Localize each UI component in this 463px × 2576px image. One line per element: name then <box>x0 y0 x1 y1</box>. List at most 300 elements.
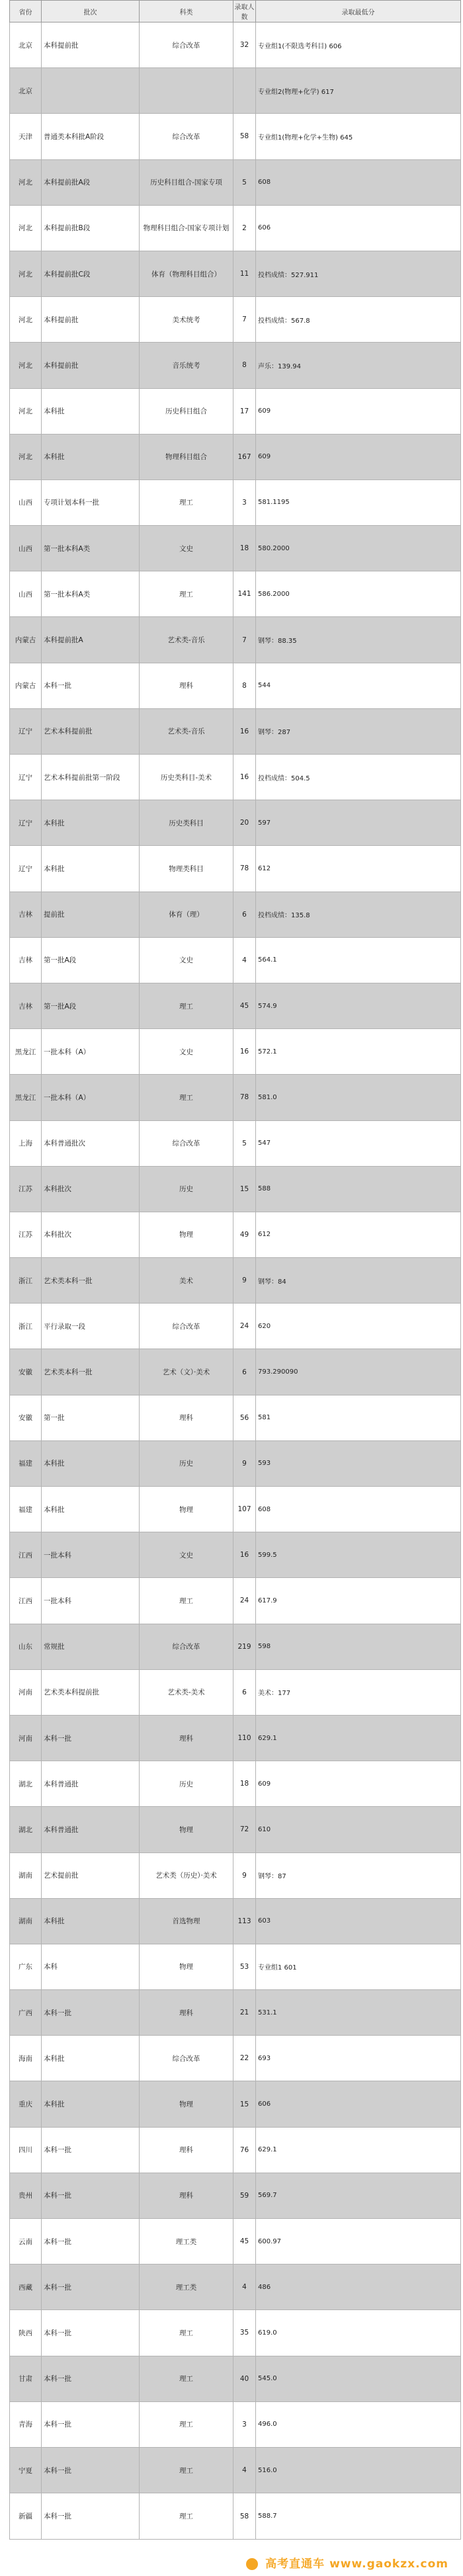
cell-batch: 艺术本科提前批第一阶段 <box>42 755 140 800</box>
cell-batch: 本科一批 <box>42 2356 140 2401</box>
cell-province: 江西 <box>10 1578 42 1624</box>
cell-plan: 20 <box>233 800 256 846</box>
cell-plan: 56 <box>233 1395 256 1440</box>
cell-batch: 普通类本科批A阶段 <box>42 114 140 159</box>
cell-province: 北京 <box>10 68 42 114</box>
cell-batch: 本科一批 <box>42 2310 140 2356</box>
cell-score: 693 <box>256 2036 461 2081</box>
cell-province: 山东 <box>10 1624 42 1669</box>
cell-subject: 理科 <box>140 1715 233 1761</box>
cell-subject: 综合改革 <box>140 1304 233 1349</box>
cell-plan: 35 <box>233 2310 256 2356</box>
cell-score: 569.7 <box>256 2173 461 2218</box>
cell-subject: 理科 <box>140 2127 233 2173</box>
cell-batch: 本科提前批 <box>42 22 140 68</box>
table-row <box>10 1258 461 1304</box>
cell-score: 496.0 <box>256 2401 461 2447</box>
cell-subject: 理科 <box>140 2173 233 2218</box>
cell-subject: 历史 <box>140 1166 233 1212</box>
cell-batch: 本科批 <box>42 1487 140 1532</box>
cell-score: 597 <box>256 800 461 846</box>
cell-score: 581 <box>256 1395 461 1440</box>
cell-province: 北京 <box>10 22 42 68</box>
cell-score: 588 <box>256 1166 461 1212</box>
cell-subject: 物理科目组合 <box>140 434 233 479</box>
cell-subject: 综合改革 <box>140 1624 233 1669</box>
cell-subject: 理工类 <box>140 2219 233 2264</box>
cell-province: 河北 <box>10 159 42 205</box>
cell-score: 574.9 <box>256 983 461 1028</box>
cell-plan: 9 <box>233 1258 256 1304</box>
table-header-row <box>10 1 461 22</box>
table-row <box>10 1990 461 2036</box>
cell-province: 广东 <box>10 1944 42 1989</box>
cell-batch: 本科提前批 <box>42 297 140 343</box>
cell-subject: 理科 <box>140 1990 233 2036</box>
cell-plan: 3 <box>233 479 256 525</box>
table-body <box>10 22 461 2540</box>
cell-province: 福建 <box>10 1487 42 1532</box>
cell-plan: 16 <box>233 708 256 754</box>
cell-subject: 理科 <box>140 663 233 708</box>
cell-plan: 7 <box>233 617 256 663</box>
cell-subject <box>140 68 233 114</box>
cell-plan: 6 <box>233 1669 256 1715</box>
cell-plan: 11 <box>233 251 256 296</box>
table-row <box>10 297 461 343</box>
cell-batch: 一批本科（A） <box>42 1029 140 1075</box>
cell-province: 黑龙江 <box>10 1029 42 1075</box>
cell-subject: 音乐统考 <box>140 343 233 388</box>
cell-subject: 美术统考 <box>140 297 233 343</box>
cell-province: 宁夏 <box>10 2447 42 2493</box>
cell-batch <box>42 68 140 114</box>
cell-batch: 本科批次 <box>42 1166 140 1212</box>
cell-subject: 理工 <box>140 2493 233 2540</box>
cell-province: 吉林 <box>10 983 42 1028</box>
cell-score: 608 <box>256 159 461 205</box>
cell-batch: 第一批本科A类 <box>42 526 140 571</box>
cell-province: 河北 <box>10 251 42 296</box>
watermark-url: www.gaokzx.com <box>329 2557 448 2571</box>
cell-batch: 本科批 <box>42 1440 140 1486</box>
cell-score: 793.290090 <box>256 1349 461 1395</box>
table-row <box>10 1715 461 1761</box>
cell-province: 浙江 <box>10 1304 42 1349</box>
cell-score: 586.2000 <box>256 571 461 617</box>
cell-score: 516.0 <box>256 2447 461 2493</box>
cell-batch: 本科一批 <box>42 2493 140 2540</box>
cell-plan: 40 <box>233 2356 256 2401</box>
cell-plan: 7 <box>233 297 256 343</box>
cell-subject: 综合改革 <box>140 22 233 68</box>
cell-province: 河北 <box>10 297 42 343</box>
cell-score: 投档成绩：567.8 <box>256 297 461 343</box>
table-row <box>10 571 461 617</box>
cell-plan: 24 <box>233 1304 256 1349</box>
cell-province: 天津 <box>10 114 42 159</box>
table-row <box>10 1349 461 1395</box>
cell-score: 531.1 <box>256 1990 461 2036</box>
cell-plan: 4 <box>233 937 256 983</box>
cell-batch: 艺术提前批 <box>42 1852 140 1898</box>
cell-batch: 本科批 <box>42 388 140 434</box>
cell-score: 619.0 <box>256 2310 461 2356</box>
cell-province: 安徽 <box>10 1395 42 1440</box>
cell-score: 588.7 <box>256 2493 461 2540</box>
cell-plan: 113 <box>233 1898 256 1944</box>
table-row <box>10 526 461 571</box>
table-row <box>10 159 461 205</box>
cell-batch: 本科批 <box>42 846 140 892</box>
table-row <box>10 251 461 296</box>
cell-province: 西藏 <box>10 2264 42 2310</box>
cell-score: 603 <box>256 1898 461 1944</box>
cell-subject: 艺术类-音乐 <box>140 708 233 754</box>
cell-subject: 综合改革 <box>140 114 233 159</box>
cell-score: 612 <box>256 846 461 892</box>
table-row <box>10 1944 461 1989</box>
cell-subject: 物理 <box>140 1212 233 1257</box>
cell-plan: 2 <box>233 205 256 251</box>
cell-subject: 艺术类-音乐 <box>140 617 233 663</box>
cell-score: 581.1195 <box>256 479 461 525</box>
cell-province: 黑龙江 <box>10 1075 42 1120</box>
cell-batch: 一批本科（A） <box>42 1075 140 1120</box>
table-row <box>10 388 461 434</box>
cell-province: 河北 <box>10 434 42 479</box>
cell-score: 专业组2(物理+化学) 617 <box>256 68 461 114</box>
cell-score: 486 <box>256 2264 461 2310</box>
cell-plan: 9 <box>233 1440 256 1486</box>
cell-plan: 59 <box>233 2173 256 2218</box>
cell-batch: 本科提前批B段 <box>42 205 140 251</box>
cell-batch: 本科一批 <box>42 1990 140 2036</box>
cell-subject: 艺术类-美术 <box>140 1669 233 1715</box>
cell-score: 617.9 <box>256 1578 461 1624</box>
cell-province: 内蒙古 <box>10 617 42 663</box>
cell-subject: 文史 <box>140 1532 233 1578</box>
cell-province: 辽宁 <box>10 755 42 800</box>
cell-province: 内蒙古 <box>10 663 42 708</box>
cell-subject: 理科 <box>140 1395 233 1440</box>
cell-subject: 物理 <box>140 2081 233 2127</box>
table-row <box>10 2447 461 2493</box>
table-row <box>10 2081 461 2127</box>
cell-subject: 物理 <box>140 1487 233 1532</box>
table-row <box>10 1395 461 1440</box>
cell-plan: 18 <box>233 526 256 571</box>
cell-score: 钢琴：84 <box>256 1258 461 1304</box>
cell-plan: 6 <box>233 1349 256 1395</box>
cell-province: 湖南 <box>10 1852 42 1898</box>
cell-province: 江苏 <box>10 1166 42 1212</box>
cell-plan: 78 <box>233 1075 256 1120</box>
cell-plan: 5 <box>233 159 256 205</box>
watermark-text: 高考直通车 <box>265 2557 325 2571</box>
cell-province: 河北 <box>10 205 42 251</box>
cell-subject: 艺术类（历史）·美术 <box>140 1852 233 1898</box>
cell-score: 629.1 <box>256 2127 461 2173</box>
table-row <box>10 2401 461 2447</box>
cell-score: 606 <box>256 205 461 251</box>
cell-score: 600.97 <box>256 2219 461 2264</box>
cell-score: 608 <box>256 1487 461 1532</box>
cell-province: 辽宁 <box>10 708 42 754</box>
cell-score: 声乐：139.94 <box>256 343 461 388</box>
cell-plan: 78 <box>233 846 256 892</box>
cell-score: 599.5 <box>256 1532 461 1578</box>
cell-province: 江西 <box>10 1532 42 1578</box>
table-row <box>10 1578 461 1624</box>
cell-province: 山西 <box>10 571 42 617</box>
cell-province: 辽宁 <box>10 846 42 892</box>
cell-plan: 53 <box>233 1944 256 1989</box>
cell-plan: 16 <box>233 755 256 800</box>
table-row <box>10 2219 461 2264</box>
cell-subject: 理工 <box>140 1075 233 1120</box>
header-score: 录取最低分 <box>256 1 461 22</box>
table-row <box>10 892 461 937</box>
cell-subject: 理工 <box>140 479 233 525</box>
cell-score: 580.2000 <box>256 526 461 571</box>
cell-batch: 本科一批 <box>42 2264 140 2310</box>
cell-score: 钢琴：287 <box>256 708 461 754</box>
cell-province: 山西 <box>10 526 42 571</box>
cell-plan: 4 <box>233 2447 256 2493</box>
cell-province: 湖北 <box>10 1761 42 1807</box>
cell-subject: 历史科目组合 <box>140 388 233 434</box>
table-row <box>10 1166 461 1212</box>
cell-batch: 本科批 <box>42 1898 140 1944</box>
table-row <box>10 2036 461 2081</box>
cell-plan: 49 <box>233 1212 256 1257</box>
cell-score: 620 <box>256 1304 461 1349</box>
table-row <box>10 617 461 663</box>
cell-batch: 本科普通批 <box>42 1807 140 1852</box>
cell-province: 青海 <box>10 2401 42 2447</box>
cell-score: 投档成绩：135.8 <box>256 892 461 937</box>
table-row <box>10 755 461 800</box>
cell-province: 四川 <box>10 2127 42 2173</box>
cell-score: 专业组1(物理+化学+生物) 645 <box>256 114 461 159</box>
cell-batch: 本科普通批 <box>42 1761 140 1807</box>
cell-plan: 5 <box>233 1120 256 1166</box>
cell-score: 专业组1(不限选考科目) 606 <box>256 22 461 68</box>
cell-province: 陕西 <box>10 2310 42 2356</box>
table-row <box>10 1532 461 1578</box>
table-row <box>10 479 461 525</box>
table-row <box>10 2264 461 2310</box>
table-row <box>10 22 461 68</box>
cell-batch: 一批本科 <box>42 1532 140 1578</box>
cell-batch: 专项计划本科一批 <box>42 479 140 525</box>
cell-plan: 76 <box>233 2127 256 2173</box>
table-row <box>10 1120 461 1166</box>
header-batch: 批次 <box>42 1 140 22</box>
cell-batch: 本科批次 <box>42 1212 140 1257</box>
table-row <box>10 1761 461 1807</box>
cell-batch: 本科一批 <box>42 663 140 708</box>
cell-score: 美术：177 <box>256 1669 461 1715</box>
table-row <box>10 434 461 479</box>
cell-province: 云南 <box>10 2219 42 2264</box>
cell-batch: 本科一批 <box>42 2219 140 2264</box>
cell-plan: 22 <box>233 2036 256 2081</box>
cell-score: 547 <box>256 1120 461 1166</box>
table-row <box>10 1669 461 1715</box>
cell-plan: 45 <box>233 983 256 1028</box>
header-subject: 科类 <box>140 1 233 22</box>
cell-subject: 理工 <box>140 2310 233 2356</box>
watermark <box>246 2554 448 2571</box>
cell-plan: 6 <box>233 892 256 937</box>
table-row <box>10 1807 461 1852</box>
cell-plan: 110 <box>233 1715 256 1761</box>
cell-batch: 常规批 <box>42 1624 140 1669</box>
cell-plan: 9 <box>233 1852 256 1898</box>
cell-batch: 本科普通批次 <box>42 1120 140 1166</box>
table-row <box>10 68 461 114</box>
cell-province: 安徽 <box>10 1349 42 1395</box>
cell-subject: 综合改革 <box>140 2036 233 2081</box>
cell-province: 河南 <box>10 1669 42 1715</box>
cell-batch: 本科批 <box>42 2081 140 2127</box>
cell-province: 上海 <box>10 1120 42 1166</box>
cell-subject: 理工 <box>140 983 233 1028</box>
cell-score: 572.1 <box>256 1029 461 1075</box>
cell-batch: 第一批A段 <box>42 937 140 983</box>
table-row <box>10 1212 461 1257</box>
cell-plan: 167 <box>233 434 256 479</box>
watermark-logo-icon <box>246 2558 258 2570</box>
cell-subject: 物理 <box>140 1807 233 1852</box>
cell-plan: 58 <box>233 114 256 159</box>
cell-subject: 历史科目组合-国家专项 <box>140 159 233 205</box>
cell-score: 612 <box>256 1212 461 1257</box>
table-row <box>10 983 461 1028</box>
cell-subject: 历史类科目-美术 <box>140 755 233 800</box>
header-plan: 录取人数 <box>233 1 256 22</box>
cell-batch: 本科提前批A <box>42 617 140 663</box>
table-row <box>10 1898 461 1944</box>
cell-province: 湖南 <box>10 1898 42 1944</box>
cell-batch: 本科一批 <box>42 2401 140 2447</box>
cell-plan: 15 <box>233 2081 256 2127</box>
table-row <box>10 2493 461 2540</box>
cell-plan: 17 <box>233 388 256 434</box>
cell-score: 610 <box>256 1807 461 1852</box>
cell-province: 吉林 <box>10 892 42 937</box>
cell-score: 钢琴：87 <box>256 1852 461 1898</box>
cell-province: 河南 <box>10 1715 42 1761</box>
cell-batch: 一批本科 <box>42 1578 140 1624</box>
cell-batch: 本科提前批A段 <box>42 159 140 205</box>
cell-subject: 文史 <box>140 1029 233 1075</box>
cell-subject: 物理类科目 <box>140 846 233 892</box>
table-row <box>10 1440 461 1486</box>
cell-plan: 141 <box>233 571 256 617</box>
table-row <box>10 2356 461 2401</box>
cell-plan: 107 <box>233 1487 256 1532</box>
cell-province: 河北 <box>10 388 42 434</box>
cell-score: 投档成绩：527.911 <box>256 251 461 296</box>
table-row <box>10 1075 461 1120</box>
cell-batch: 本科批 <box>42 800 140 846</box>
cell-batch: 本科一批 <box>42 2173 140 2218</box>
cell-subject: 历史类科目 <box>140 800 233 846</box>
cell-batch: 第一批A段 <box>42 983 140 1028</box>
cell-score: 609 <box>256 1761 461 1807</box>
cell-province: 河北 <box>10 343 42 388</box>
table-row <box>10 205 461 251</box>
cell-score: 593 <box>256 1440 461 1486</box>
cell-subject: 首选物理 <box>140 1898 233 1944</box>
cell-subject: 体育（物理科目组合） <box>140 251 233 296</box>
cell-score: 钢琴：88.35 <box>256 617 461 663</box>
cell-plan: 4 <box>233 2264 256 2310</box>
cell-plan: 21 <box>233 1990 256 2036</box>
table-row <box>10 2127 461 2173</box>
table-row <box>10 1304 461 1349</box>
cell-score: 629.1 <box>256 1715 461 1761</box>
cell-batch: 第一批 <box>42 1395 140 1440</box>
cell-score: 545.0 <box>256 2356 461 2401</box>
cell-subject: 理工 <box>140 2356 233 2401</box>
cell-batch: 本科一批 <box>42 2447 140 2493</box>
table-row <box>10 800 461 846</box>
cell-subject: 理工 <box>140 571 233 617</box>
cell-plan: 45 <box>233 2219 256 2264</box>
cell-batch: 平行录取一段 <box>42 1304 140 1349</box>
cell-plan: 3 <box>233 2401 256 2447</box>
table-row <box>10 663 461 708</box>
cell-subject: 理工 <box>140 1578 233 1624</box>
cell-plan: 8 <box>233 343 256 388</box>
table-row <box>10 846 461 892</box>
cell-plan: 58 <box>233 2493 256 2540</box>
cell-batch: 艺术类本科一批 <box>42 1349 140 1395</box>
cell-subject: 文史 <box>140 526 233 571</box>
cell-subject: 理工类 <box>140 2264 233 2310</box>
cell-province: 浙江 <box>10 1258 42 1304</box>
cell-batch: 本科一批 <box>42 2127 140 2173</box>
cell-plan: 15 <box>233 1166 256 1212</box>
cell-plan: 18 <box>233 1761 256 1807</box>
cell-batch: 本科批 <box>42 2036 140 2081</box>
cell-subject: 物理 <box>140 1944 233 1989</box>
cell-batch: 艺术类本科一批 <box>42 1258 140 1304</box>
cell-province: 广西 <box>10 1990 42 2036</box>
cell-subject: 理工 <box>140 2447 233 2493</box>
cell-province: 辽宁 <box>10 800 42 846</box>
cell-subject: 物理科目组合-国家专项计划 <box>140 205 233 251</box>
cell-province: 重庆 <box>10 2081 42 2127</box>
cell-plan: 24 <box>233 1578 256 1624</box>
table-row <box>10 937 461 983</box>
cell-plan <box>233 68 256 114</box>
cell-plan: 32 <box>233 22 256 68</box>
cell-batch: 本科一批 <box>42 1715 140 1761</box>
cell-score: 投档成绩：504.5 <box>256 755 461 800</box>
cell-province: 福建 <box>10 1440 42 1486</box>
cell-score: 609 <box>256 388 461 434</box>
cell-batch: 第一批本科A类 <box>42 571 140 617</box>
table-row <box>10 1029 461 1075</box>
table-row <box>10 708 461 754</box>
cell-plan: 72 <box>233 1807 256 1852</box>
cell-score: 598 <box>256 1624 461 1669</box>
